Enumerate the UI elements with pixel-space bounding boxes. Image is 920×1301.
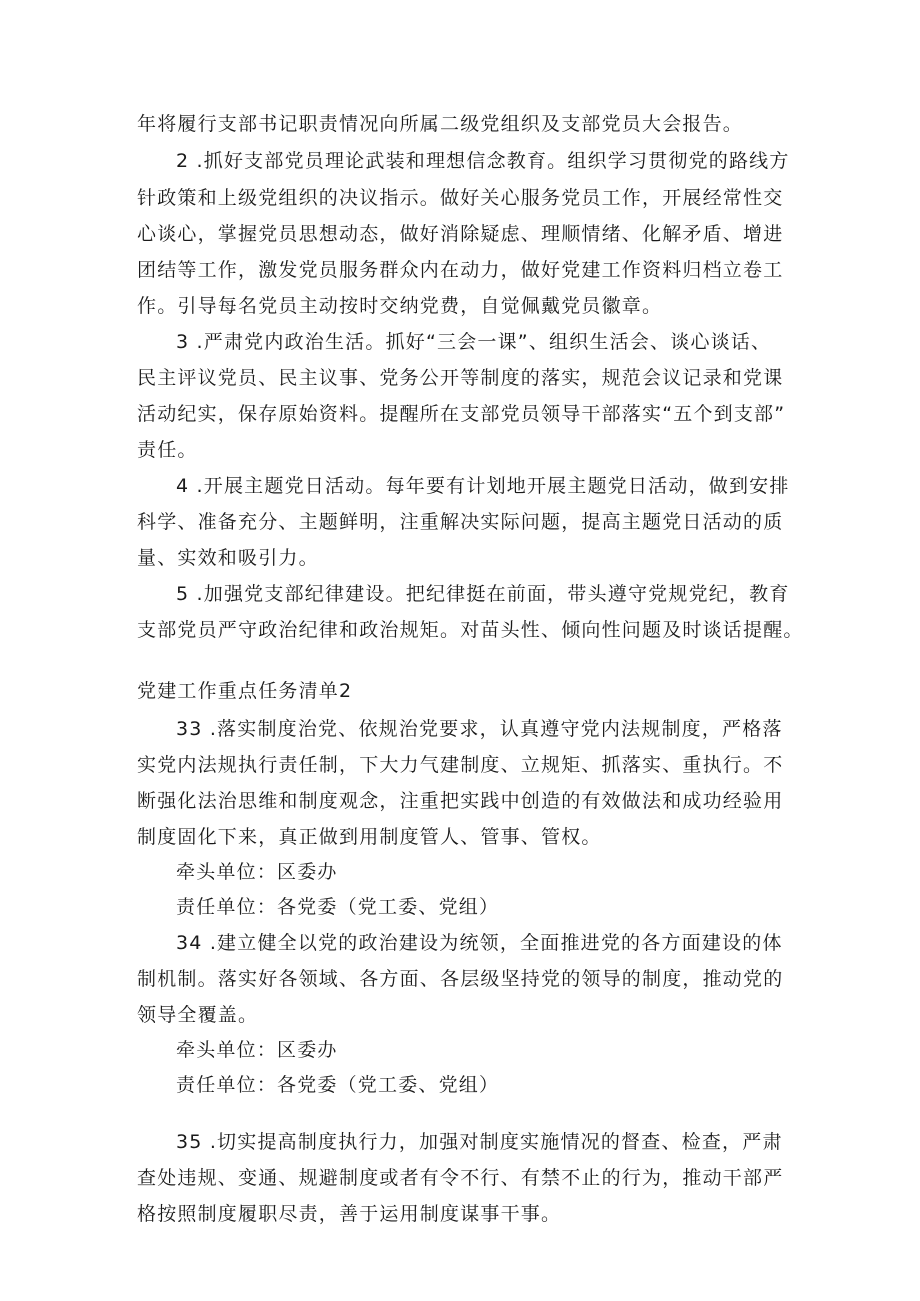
paragraph-item-33: 33 .落实制度治党、依规治党要求，认真遵守党内法规制度，严格落 — [176, 718, 783, 740]
text-line: 制机制。落实好各领域、各方面、各层级坚持党的领导的制度，推动党的 — [137, 968, 784, 990]
text-line: 针政策和上级党组织的决议指示。做好关心服务党员工作，开展经常性交 — [137, 187, 784, 209]
paragraph-item-2: 2 .抓好支部党员理论武装和理想信念教育。组织学习贯彻党的路线方 — [176, 150, 790, 172]
text-line: 断强化法治思维和制度观念，注重把实践中创造的有效做法和成功经验用 — [137, 790, 784, 812]
text-line: 作。引导每名党员主动按时交纳党费，自觉佩戴党员徽章。 — [137, 295, 663, 317]
text-line: 活动纪实，保存原始资料。提醒所在支部党员领导干部落实“五个到支部” — [137, 403, 786, 425]
responsible-unit-line: 责任单位：各党委（党工委、党组） — [176, 1074, 500, 1096]
text-line: 量、实效和吸引力。 — [137, 547, 319, 569]
paragraph-item-34: 34 .建立健全以党的政治建设为统领，全面推进党的各方面建设的体 — [176, 932, 783, 954]
paragraph-item-3: 3 .严肃党内政治生活。抓好“三会一课”、组织生活会、谈心谈话、 — [176, 331, 772, 353]
text-line: 领导全覆盖。 — [137, 1004, 259, 1026]
text-line: 心谈心，掌握党员思想动态，做好消除疑虑、理顺情绪、化解矛盾、增进 — [137, 223, 784, 245]
text-line: 制度固化下来，真正做到用制度管人、管事、管权。 — [137, 826, 602, 848]
responsible-unit-line: 责任单位：各党委（党工委、党组） — [176, 896, 500, 918]
text-line: 支部党员严守政治纪律和政治规矩。对苗头性、倾向性问题及时谈话提醒。 — [137, 619, 804, 641]
text-line: 实党内法规执行责任制，下大力气建制度、立规矩、抓落实、重执行。不 — [137, 754, 784, 776]
text-line: 民主评议党员、民主议事、党务公开等制度的落实，规范会议记录和党课 — [137, 367, 784, 389]
section-heading: 党建工作重点任务清单2 — [137, 680, 353, 702]
text-line: 团结等工作，激发党员服务群众内在动力，做好党建工作资料归档立卷工 — [137, 259, 784, 281]
lead-unit-line: 牵头单位：区委办 — [176, 1039, 338, 1061]
paragraph-item-5: 5 .加强党支部纪律建设。把纪律挺在前面，带头遵守党规党纪，教育 — [176, 583, 790, 605]
text-line: 年将履行支部书记职责情况向所属二级党组织及支部党员大会报告。 — [137, 113, 744, 135]
text-line: 责任。 — [137, 439, 198, 461]
paragraph-item-35: 35 .切实提高制度执行力，加强对制度实施情况的督查、检查，严肃 — [176, 1131, 783, 1153]
paragraph-item-4: 4 .开展主题党日活动。每年要有计划地开展主题党日活动，做到安排 — [176, 475, 790, 497]
lead-unit-line: 牵头单位：区委办 — [176, 861, 338, 883]
text-line: 查处违规、变通、规避制度或者有令不行、有禁不止的行为，推动干部严 — [137, 1167, 784, 1189]
text-line: 科学、准备充分、主题鲜明，注重解决实际问题，提高主题党日活动的质 — [137, 511, 784, 533]
text-line: 格按照制度履职尽责，善于运用制度谋事干事。 — [137, 1203, 562, 1225]
